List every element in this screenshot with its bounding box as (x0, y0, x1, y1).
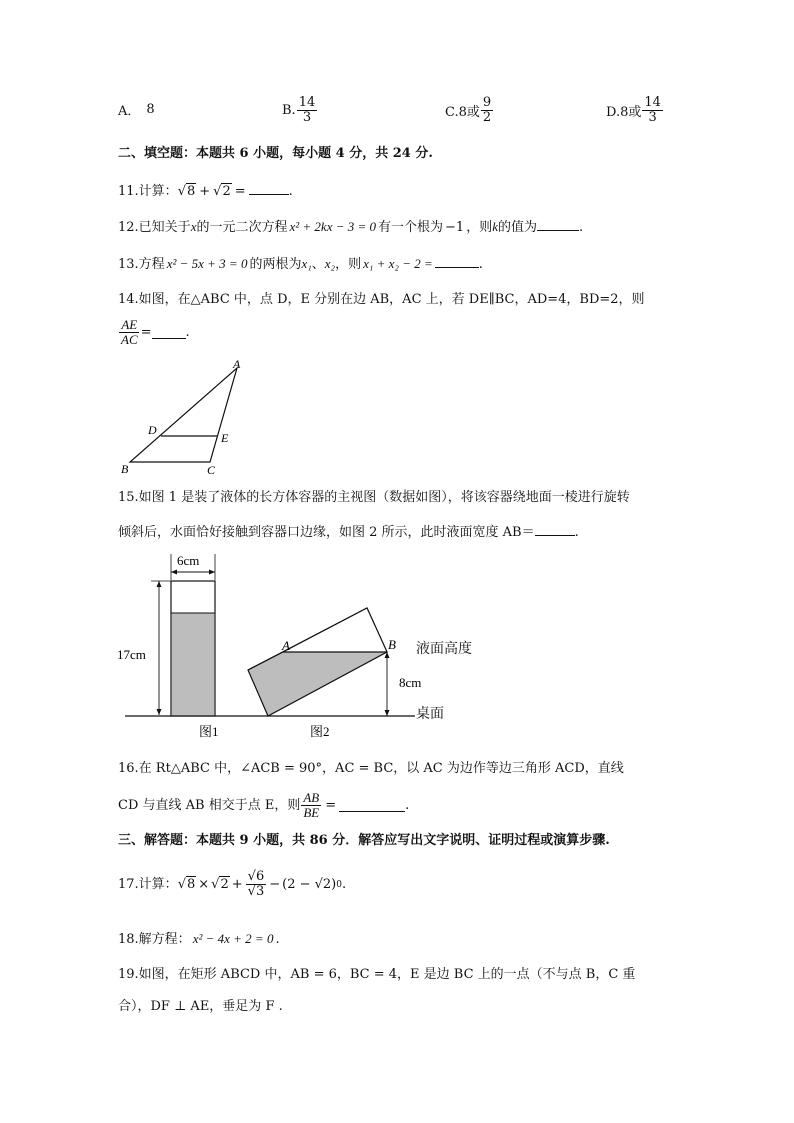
q12-end: . (579, 220, 584, 235)
q13-text-c: ，则 (335, 257, 362, 272)
option-d-num: 14 (644, 95, 661, 110)
q12-text-e: 的值为 (498, 220, 538, 235)
q14-den: AC (121, 332, 138, 347)
q17-num: √6 (247, 869, 265, 884)
option-a-label: A． (118, 104, 141, 119)
question-15-line1: 15.如图 1 是装了液体的长方体容器的主视图（数据如图），将该容器绕地面一棱进行旋转 (118, 490, 630, 505)
question-13 (118, 255, 483, 274)
option-c-den: 2 (482, 110, 492, 125)
q12-text-d: ，则 (466, 220, 493, 235)
option-b (282, 96, 318, 125)
q15-end: . (574, 525, 579, 540)
q14-fraction (119, 318, 140, 347)
option-d (606, 96, 664, 125)
q18-prefix: 18.解方程： (118, 932, 191, 947)
triangle-figure (115, 356, 255, 480)
q12-var-k: k (492, 219, 498, 234)
section-3-title: 三、解答题：本题共 9 小题，共 86 分．解答应写出文字说明、证明过程或演算步骤. (118, 833, 610, 848)
option-b-label: B. (282, 103, 296, 118)
option-d-label: D.8或 (606, 105, 642, 120)
q12-text-c: 有一个根为 (378, 220, 444, 235)
sqrt-8: √8 (177, 876, 196, 892)
question-11 (118, 182, 293, 201)
q13-equation: x² − 5x + 3 = 0 (166, 256, 248, 271)
q11-plus: + (199, 184, 211, 199)
q11-rad-a: 8 (186, 184, 196, 199)
label-a: A (282, 638, 290, 653)
option-c-label: C.8或 (445, 105, 480, 120)
section-2-title: 二、填空题：本题共 6 小题，每小题 4 分，共 24 分. (118, 146, 433, 161)
q17-minus: − (269, 876, 281, 892)
q12-equation: x² + 2kx − 3 = 0 (289, 219, 377, 234)
question-14-line1: 14.如图，在△ABC 中，点 D，E 分别在边 AB，AC 上，若 DE∥BC，AD=4，BD=2，则 (118, 292, 645, 307)
label-a: A (233, 357, 241, 371)
q11-rad-b: 2 (222, 184, 231, 199)
q14-eq: = (140, 324, 152, 340)
q13-sep: 、 (311, 257, 325, 272)
answer-blank (339, 799, 405, 812)
q18-end: . (275, 932, 280, 947)
answer-blank (152, 326, 186, 339)
q17-prefix: 17.计算： (118, 876, 178, 892)
label-e: E (221, 431, 229, 445)
q13-expression: x₁ + x₂ − 2 = (363, 256, 433, 271)
question-16-line1: 16.在 Rt△ABC 中，∠ACB = 90°，AC = BC，以 AC 为边作等边三角形 ACD，直线 (118, 761, 624, 776)
q17-fraction (246, 870, 267, 899)
q11-prefix: 11.计算： (118, 184, 178, 199)
answer-blank (249, 182, 289, 195)
option-a (118, 100, 155, 119)
q17-r8: 8 (186, 876, 196, 892)
q16-num: AB (303, 790, 320, 805)
q13-text-b: 的两根为 (249, 257, 302, 272)
answer-blank (435, 255, 479, 268)
question-17: 17.计算： √8 × √2 + $\frac{√6}{√3}$ − (2 − √2) 0 . (118, 869, 347, 899)
q17-den: √3 (247, 884, 265, 899)
q14-num: AE (121, 317, 138, 332)
q12-text-b: 的一元二次方程 (196, 220, 288, 235)
sqrt-2: √2 (211, 876, 229, 892)
q13-x1: x₁ (301, 256, 312, 271)
q11-eq: = (234, 184, 246, 199)
q17-r2: 2 (220, 876, 229, 892)
q14-end: . (185, 324, 190, 340)
q16-end: . (405, 797, 410, 813)
question-19-line2: 合），DF ⊥ AE，垂足为 F . (118, 999, 283, 1014)
q13-end: . (478, 257, 483, 272)
question-19-line1: 19.如图，在矩形 ABCD 中，AB = 6，BC = 4，E 是边 BC 上的一点（不与点 B，C 重 (118, 967, 636, 982)
q16-den: BE (303, 805, 320, 820)
q16-fraction (301, 791, 321, 820)
question-18 (118, 930, 280, 949)
question-12 (118, 218, 583, 237)
label-b: B (388, 637, 396, 652)
q12-var-x: x (190, 219, 197, 234)
figure-2-caption: 图2 (310, 724, 330, 739)
option-b-fraction (297, 96, 318, 125)
air-space (283, 608, 387, 652)
label-c: C (207, 463, 216, 477)
label-d: D (148, 423, 157, 437)
option-d-fraction (642, 96, 663, 125)
triangle-abc (130, 368, 237, 462)
option-c (445, 96, 494, 125)
label-b: B (121, 462, 129, 476)
q16-line2-text: CD 与直线 AB 相交于点 E，则 (118, 797, 301, 813)
option-b-den: 3 (302, 110, 312, 125)
sqrt-8: √8 (177, 184, 196, 199)
question-14-line2 (118, 318, 190, 347)
sqrt-2: √2 (213, 184, 231, 199)
q13-text-a: 13.方程 (118, 257, 165, 272)
q18-equation: x² − 4x + 2 = 0 (192, 931, 274, 946)
option-c-fraction (481, 96, 493, 125)
level-value: 8cm (399, 675, 422, 690)
q17-times: × (198, 876, 210, 892)
figure-1-caption: 图1 (199, 724, 219, 739)
q13-x2: x₂ (324, 256, 336, 271)
q12-root: −1 (445, 220, 465, 235)
q17-paren: (2 − √2) (282, 876, 337, 892)
q15-line2-text: 倾斜后，水面恰好接触到容器口边缘，如图 2 所示，此时液面宽度 AB＝ (118, 525, 535, 540)
option-d-den: 3 (648, 110, 657, 125)
q11-end: . (288, 184, 293, 199)
answer-blank (537, 218, 579, 231)
q17-end: . (342, 876, 347, 892)
table-label: 桌面 (416, 706, 444, 722)
liquid-height-label: 液面高度 (416, 641, 472, 657)
q17-plus: + (231, 876, 243, 892)
liquid-1 (171, 613, 215, 716)
width-label: 6cm (177, 553, 200, 568)
question-15-line2 (118, 523, 579, 542)
option-a-value: 8 (146, 102, 155, 117)
q12-text-a: 12.已知关于 (118, 220, 191, 235)
height-label: 17cm (117, 647, 146, 662)
answer-blank (535, 523, 575, 536)
q16-eq: = (325, 797, 337, 813)
option-c-num: 9 (482, 95, 492, 110)
option-b-num: 14 (298, 95, 316, 110)
question-16-line2 (118, 791, 409, 820)
